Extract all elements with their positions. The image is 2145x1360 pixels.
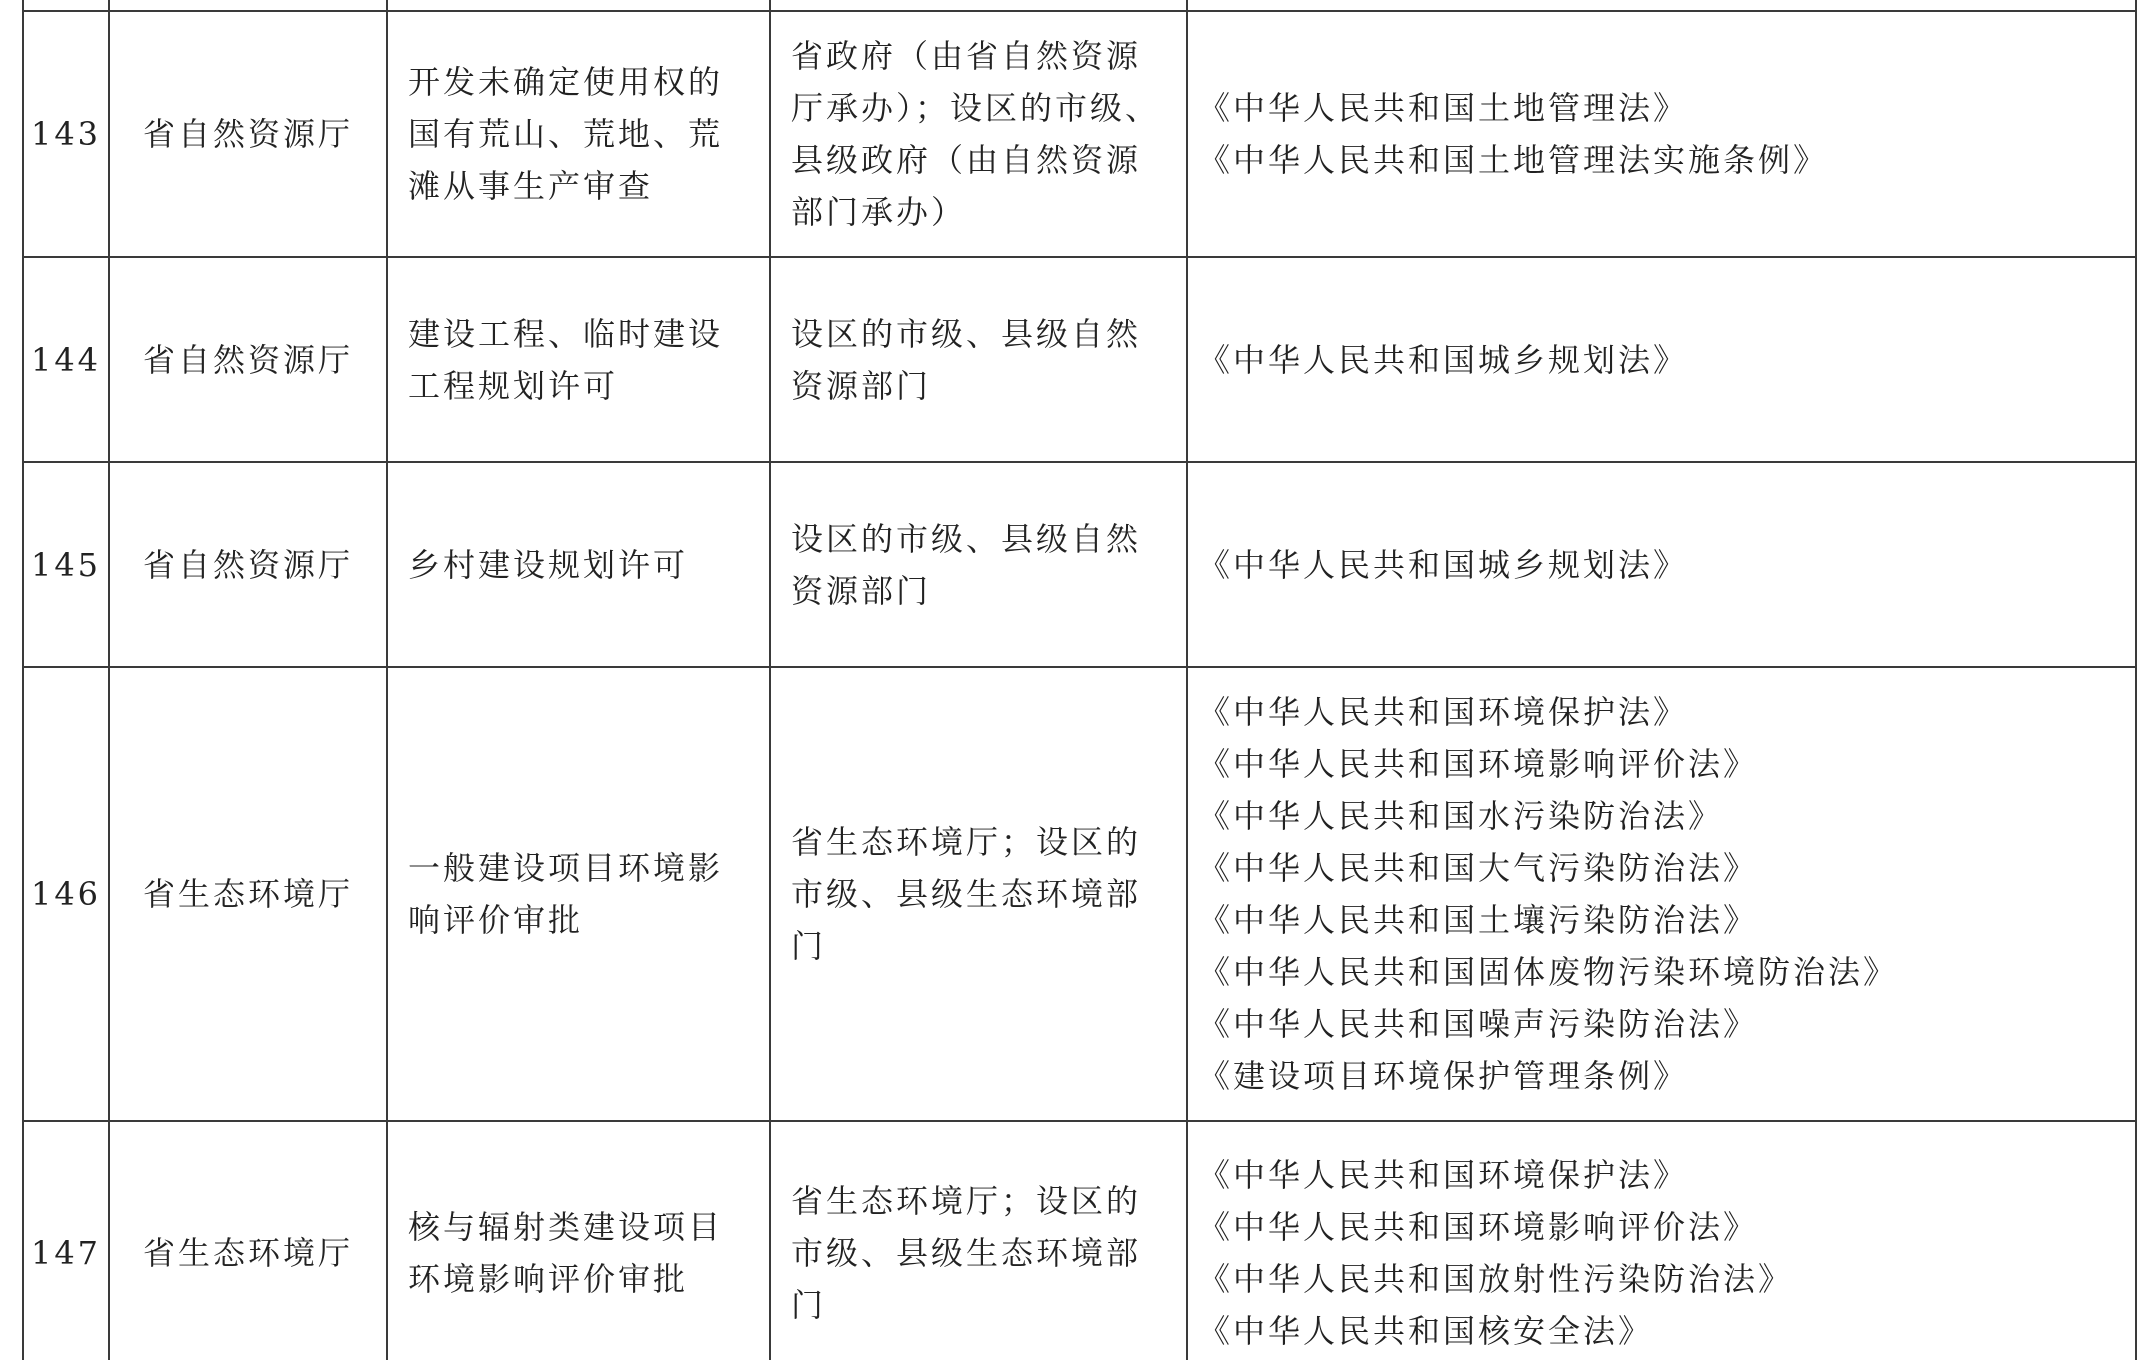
row-number: 143 — [23, 11, 109, 257]
implementing-body-cell — [770, 667, 1187, 1121]
law-reference: 《中华人民共和国固体废物污染环境防治法》 — [1198, 953, 1899, 991]
implementing-body-cell — [770, 257, 1187, 462]
row-number: 147 — [23, 1121, 109, 1360]
law-reference: 《中华人民共和国大气污染防治法》 — [1198, 849, 1759, 887]
implementing-body-text: 设区的市级、县级自然资源部门 — [791, 519, 1142, 610]
row-number: 144 — [23, 257, 109, 462]
law-reference: 《中华人民共和国土地管理法实施条例》 — [1198, 141, 1829, 179]
law-reference: 《中华人民共和国土地管理法》 — [1198, 89, 1689, 127]
implementing-body-text: 设区的市级、县级自然资源部门 — [791, 314, 1142, 405]
implementing-body-text: 省政府（由省自然资源厅承办）；设区的市级、县级政府（由自然资源部门承办） — [791, 37, 1161, 231]
implementing-body-cell — [770, 462, 1187, 667]
department-cell: 省自然资源厅 — [109, 462, 387, 667]
item-name-text: 开发未确定使用权的国有荒山、荒地、荒滩从事生产审查 — [408, 63, 724, 205]
law-reference: 《建设项目环境保护管理条例》 — [1198, 1057, 1689, 1095]
law-reference: 《中华人民共和国噪声污染防治法》 — [1198, 1005, 1759, 1043]
implementing-body-text: 省生态环境厅；设区的市级、县级生态环境部门 — [791, 1182, 1142, 1324]
department-cell: 省自然资源厅 — [109, 11, 387, 257]
item-name-cell — [387, 257, 770, 462]
legal-basis-cell — [1187, 462, 2136, 667]
law-reference: 《中华人民共和国城乡规划法》 — [1198, 545, 1689, 584]
table-row — [23, 1121, 2136, 1360]
department-cell: 省生态环境厅 — [109, 667, 387, 1121]
table-row-cut-off — [23, 0, 2136, 11]
legal-basis-cell — [1187, 11, 2136, 257]
department-cell: 省生态环境厅 — [109, 1121, 387, 1360]
item-name-text: 建设工程、临时建设工程规划许可 — [408, 314, 724, 405]
row-number: 145 — [23, 462, 109, 667]
law-reference: 《中华人民共和国土壤污染防治法》 — [1198, 901, 1759, 939]
table-row — [23, 462, 2136, 667]
law-reference: 《中华人民共和国环境影响评价法》 — [1198, 745, 1759, 783]
law-reference: 《中华人民共和国放射性污染防治法》 — [1198, 1260, 1794, 1298]
law-reference: 《中华人民共和国环境保护法》 — [1198, 1156, 1689, 1194]
item-name-cell — [387, 1121, 770, 1360]
row-number: 146 — [23, 667, 109, 1121]
law-reference: 《中华人民共和国环境保护法》 — [1198, 693, 1689, 731]
legal-basis-cell — [1187, 667, 2136, 1121]
law-reference: 《中华人民共和国环境影响评价法》 — [1198, 1208, 1759, 1246]
table-row — [23, 257, 2136, 462]
item-name-cell — [387, 462, 770, 667]
approval-items-table — [22, 0, 2137, 1360]
law-reference: 《中华人民共和国水污染防治法》 — [1198, 797, 1724, 835]
table-row — [23, 667, 2136, 1121]
item-name-cell — [387, 11, 770, 257]
legal-basis-cell — [1187, 257, 2136, 462]
law-reference: 《中华人民共和国城乡规划法》 — [1198, 340, 1689, 379]
legal-basis-cell — [1187, 1121, 2136, 1360]
item-name-text: 核与辐射类建设项目环境影响评价审批 — [408, 1208, 724, 1298]
implementing-body-cell — [770, 11, 1187, 257]
table-row — [23, 11, 2136, 257]
implementing-body-cell — [770, 1121, 1187, 1360]
item-name-text: 一般建设项目环境影响评价审批 — [408, 849, 724, 939]
item-name-cell — [387, 667, 770, 1121]
item-name-text: 乡村建设规划许可 — [408, 545, 689, 584]
law-reference: 《中华人民共和国核安全法》 — [1198, 1312, 1654, 1350]
department-cell: 省自然资源厅 — [109, 257, 387, 462]
implementing-body-text: 省生态环境厅；设区的市级、县级生态环境部门 — [791, 823, 1142, 965]
